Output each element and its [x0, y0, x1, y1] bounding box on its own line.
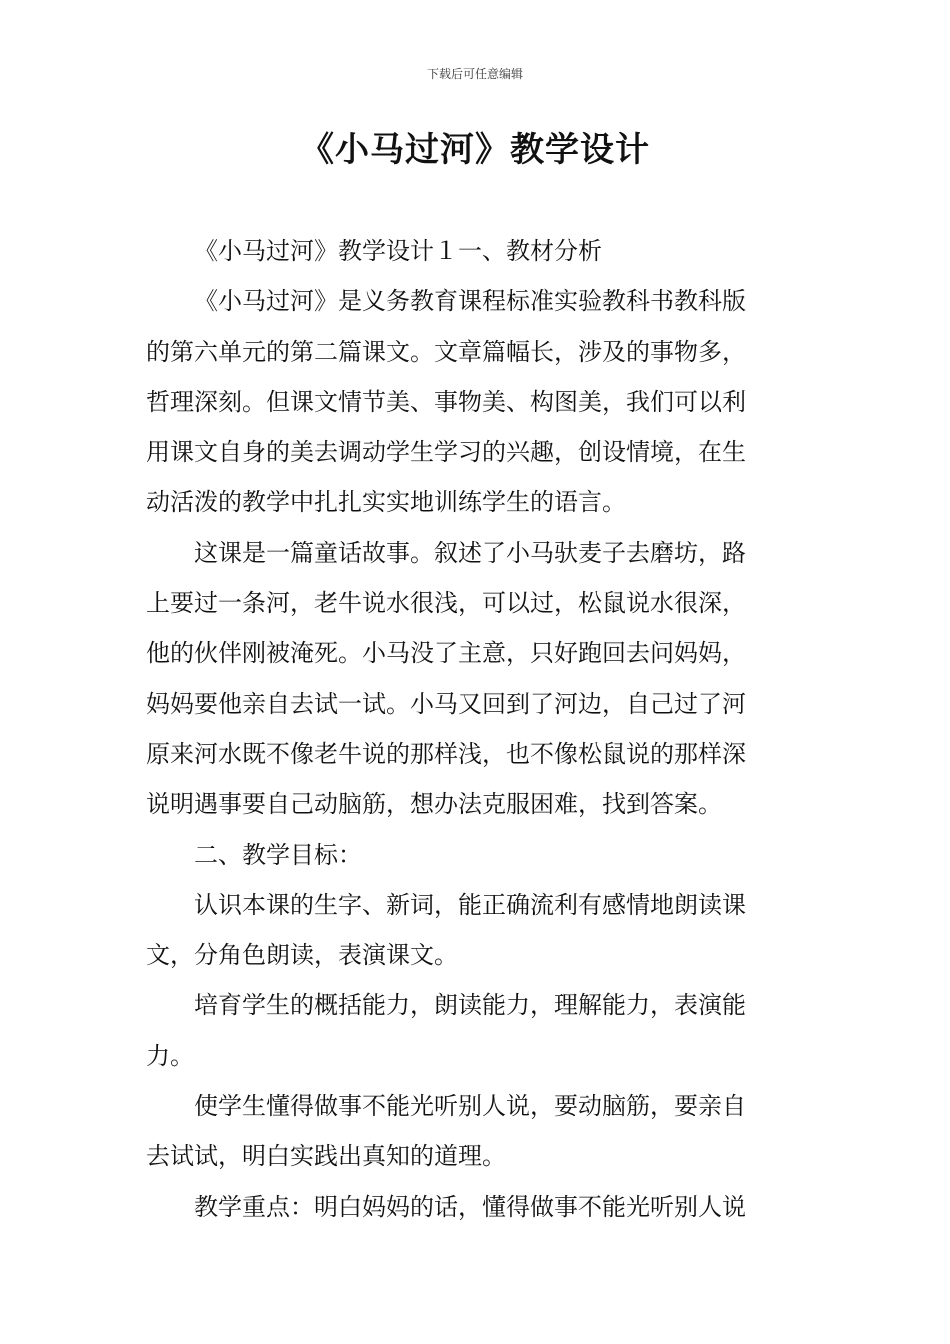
paragraph-material-analysis [146, 276, 806, 527]
header-note: 下载后可任意编辑 [426, 67, 523, 81]
paragraph-goal-2 [146, 980, 806, 1081]
body-text [146, 226, 806, 1232]
text-line: 妈妈要他亲自去试一试。小马又回到了河边，自己过了河 [146, 689, 746, 718]
text-line: 去试试，明白实践出真知的道理。 [146, 1142, 506, 1171]
text-line: 哲理深刻。但课文情节美、事物美、构图美，我们可以利 [146, 387, 746, 416]
paragraph-goals-heading [146, 830, 806, 880]
paragraph-teaching-focus [146, 1182, 806, 1232]
paragraph-goal-1 [146, 880, 806, 981]
text-line: 二、教学目标： [194, 840, 362, 869]
paragraph-goal-3 [146, 1081, 806, 1182]
text-line: 力。 [146, 1041, 194, 1070]
text-line: 原来河水既不像老牛说的那样浅，也不像松鼠说的那样深 [146, 739, 746, 768]
text-line: 使学生懂得做事不能光听别人说，要动脑筋，要亲自 [194, 1092, 746, 1121]
text-line: 上要过一条河，老牛说水很浅，可以过，松鼠说水很深， [146, 589, 746, 618]
text-line: 《小马过河》教学设计１一、教材分析 [194, 237, 602, 265]
paragraph-story-summary [146, 528, 806, 830]
text-line: 认识本课的生字、新词，能正确流利有感情地朗读课 [194, 890, 746, 919]
page-title: 《小马过河》教学设计 [300, 130, 650, 170]
text-line: 说明遇事要自己动脑筋，想办法克服困难，找到答案。 [146, 790, 722, 819]
text-line: 用课文自身的美去调动学生学习的兴趣，创设情境，在生 [146, 438, 746, 467]
paragraph-section-heading [146, 226, 806, 276]
text-line: 的第六单元的第二篇课文。文章篇幅长，涉及的事物多， [146, 337, 746, 366]
text-line: 他的伙伴刚被淹死。小马没了主意，只好跑回去问妈妈， [146, 639, 746, 668]
text-line: 这课是一篇童话故事。叙述了小马驮麦子去磨坊，路 [194, 538, 746, 567]
text-line: 文，分角色朗读，表演课文。 [146, 941, 458, 970]
text-line: 动活泼的教学中扎扎实实地训练学生的语言。 [146, 488, 626, 517]
text-line: 教学重点：明白妈妈的话，懂得做事不能光听别人说 [194, 1192, 746, 1221]
text-line: 《小马过河》是义务教育课程标准实验教科书教科版 [194, 287, 746, 316]
text-line: 培育学生的概括能力，朗读能力，理解能力，表演能 [194, 991, 746, 1020]
